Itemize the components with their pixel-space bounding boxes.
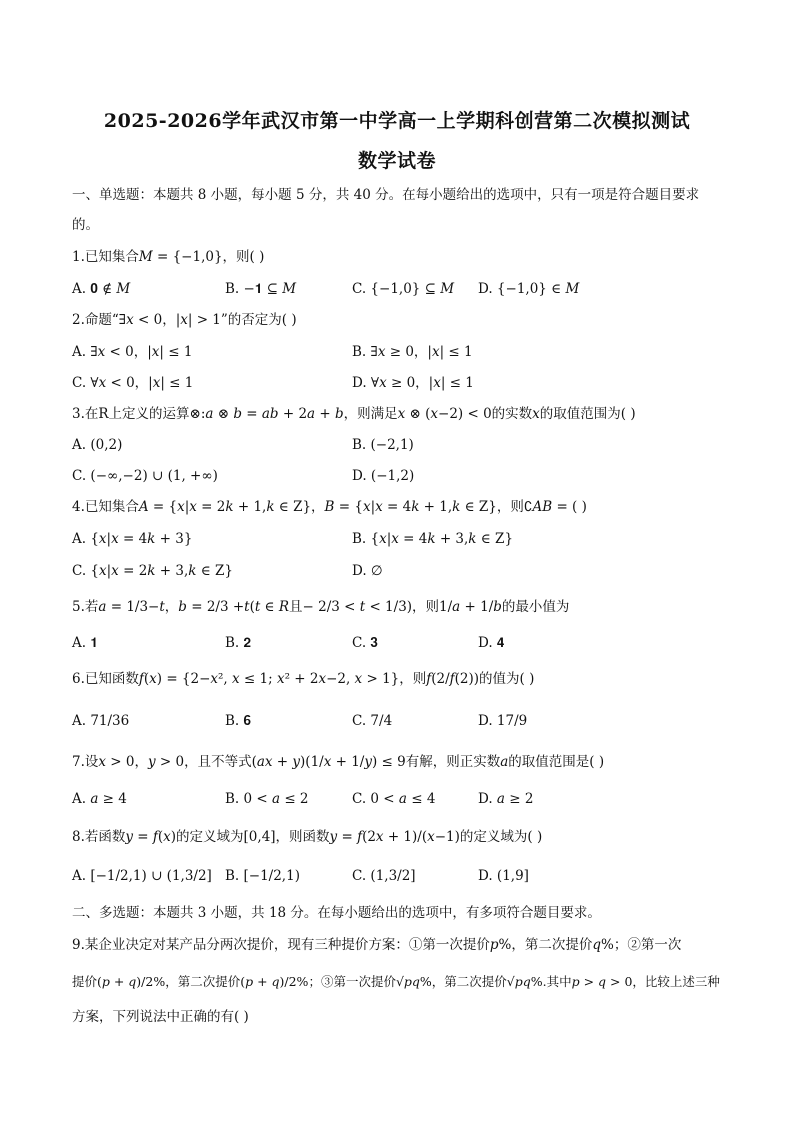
section1-instruction-cont: 的。 — [72, 217, 99, 233]
q7-option-a: A. 𝑎 ≥ 4 — [72, 791, 127, 807]
q3-option-a: A. (0,2) — [72, 437, 123, 453]
q1-option-a: A. 𝟎 ∉ 𝑀 — [72, 281, 131, 297]
q6-option-c: C. 7/4 — [352, 713, 393, 729]
q2-option-b: B. ∃𝑥 ≥ 0，|𝑥| ≤ 1 — [352, 344, 473, 360]
q6-option-a: A. 71/36 — [72, 713, 130, 729]
question-1-stem: 1.已知集合𝑀 = {−1,0}，则( ) — [72, 249, 265, 265]
question-9-line1: 9.某企业决定对某产品分两次提价，现有三种提价方案：①第一次提价𝑝%，第二次提价𝑞%；②第一次 — [72, 937, 682, 953]
q5-option-c: C. 𝟑 — [352, 635, 378, 651]
q4-option-b: B. {𝑥|𝑥 = 4𝑘 + 3,𝑘 ∈ Z} — [352, 531, 514, 547]
question-3-stem: 3.在R上定义的运算⊗:𝑎 ⊗ 𝑏 = 𝑎𝑏 + 2𝑎 + 𝑏，则满足𝑥 ⊗ (𝑥−2) < 0的实数𝑥的取值范围为( ) — [72, 406, 636, 422]
q2-option-a: A. ∃𝑥 < 0，|𝑥| ≤ 1 — [72, 344, 193, 360]
q3-option-d: D. (−1,2) — [352, 468, 415, 484]
q7-option-d: D. 𝑎 ≥ 2 — [478, 791, 534, 807]
section2-instruction: 二、多选题：本题共 3 小题，共 18 分。在每小题给出的选项中，有多项符合题目要求。 — [72, 905, 601, 921]
q3-option-b: B. (−2,1) — [352, 437, 414, 453]
q8-option-c: C. (1,3/2] — [352, 868, 416, 884]
q1-option-b: B. −𝟏 ⊆ 𝑀 — [225, 281, 297, 297]
question-8-stem: 8.若函数𝑦 = 𝑓(𝑥)的定义域为[0,4]，则函数𝑦 = 𝑓(2𝑥 + 1)/(𝑥−1)的定义域为( ) — [72, 829, 543, 845]
q7-option-b: B. 0 < 𝑎 ≤ 2 — [225, 791, 309, 807]
q4-option-a: A. {𝑥|𝑥 = 4𝑘 + 3} — [72, 531, 193, 547]
question-7-stem: 7.设𝑥 > 0，𝑦 > 0，且不等式(𝑎𝑥 + 𝑦)(1/𝑥 + 1/𝑦) ≤ 9有解，则正实数𝑎的取值范围是( ) — [72, 754, 605, 770]
q5-option-b: B. 𝟐 — [225, 635, 252, 651]
q5-option-d: D. 𝟒 — [478, 635, 505, 651]
question-6-stem: 6.已知函数𝑓(𝑥) = {2−𝑥², 𝑥 ≤ 1; 𝑥² + 2𝑥−2, 𝑥 > 1}，则𝑓(2/𝑓(2))的值为( ) — [72, 671, 535, 687]
q1-option-c: C. {−1,0} ⊆ 𝑀 — [352, 281, 455, 297]
exam-title: 2025-2026学年武汉市第一中学高一上学期科创营第二次模拟测试 — [103, 110, 691, 132]
q8-option-d: D. (1,9] — [478, 868, 529, 884]
q6-option-d: D. 17/9 — [478, 713, 528, 729]
q1-option-d: D. {−1,0} ∈ 𝑀 — [478, 281, 580, 297]
question-9-line3: 方案，下列说法中正确的有( ) — [72, 1009, 249, 1025]
question-5-stem: 5.若𝑎 = 1/3−𝑡，𝑏 = 2/3 +𝑡(𝑡 ∈ 𝑅且− 2/3 < 𝑡 < 1/3)，则1/𝑎 + 1/𝑏的最小值为 — [72, 599, 570, 615]
q3-option-c: C. (−∞,−2) ∪ (1, +∞) — [72, 468, 218, 484]
section1-instruction: 一、单选题：本题共 8 小题，每小题 5 分，共 40 分。在每小题给出的选项中，只有一项是符合题目要求 — [72, 187, 700, 203]
q2-option-c: C. ∀𝑥 < 0，|𝑥| ≤ 1 — [72, 375, 194, 391]
q4-option-d: D. ∅ — [352, 563, 383, 579]
q2-option-d: D. ∀𝑥 ≥ 0，|𝑥| ≤ 1 — [352, 375, 474, 391]
q7-option-c: C. 0 < 𝑎 ≤ 4 — [352, 791, 436, 807]
exam-subtitle: 数学试卷 — [357, 150, 436, 172]
question-2-stem: 2.命题“∃𝑥 < 0，|𝑥| > 1”的否定为( ) — [72, 312, 297, 328]
question-9-line2: 提价(𝑝 + 𝑞)/2%，第二次提价(𝑝 + 𝑞)/2%；③第一次提价√𝑝𝑞%，第二次提价√𝑝𝑞%.其中𝑝 > 𝑞 > 0，比较上述三种 — [72, 974, 720, 989]
q6-option-b: B. 𝟔 — [225, 713, 252, 729]
q8-option-a: A. [−1/2,1) ∪ (1,3/2] — [72, 868, 212, 884]
question-4-stem: 4.已知集合𝐴 = {𝑥|𝑥 = 2𝑘 + 1,𝑘 ∈ Z}，𝐵 = {𝑥|𝑥 = 4𝑘 + 1,𝑘 ∈ Z}，则∁𝐴𝐵 = ( ) — [72, 499, 587, 515]
q8-option-b: B. [−1/2,1) — [225, 868, 300, 884]
q5-option-a: A. 𝟏 — [72, 635, 98, 651]
q4-option-c: C. {𝑥|𝑥 = 2𝑘 + 3,𝑘 ∈ Z} — [72, 563, 233, 579]
